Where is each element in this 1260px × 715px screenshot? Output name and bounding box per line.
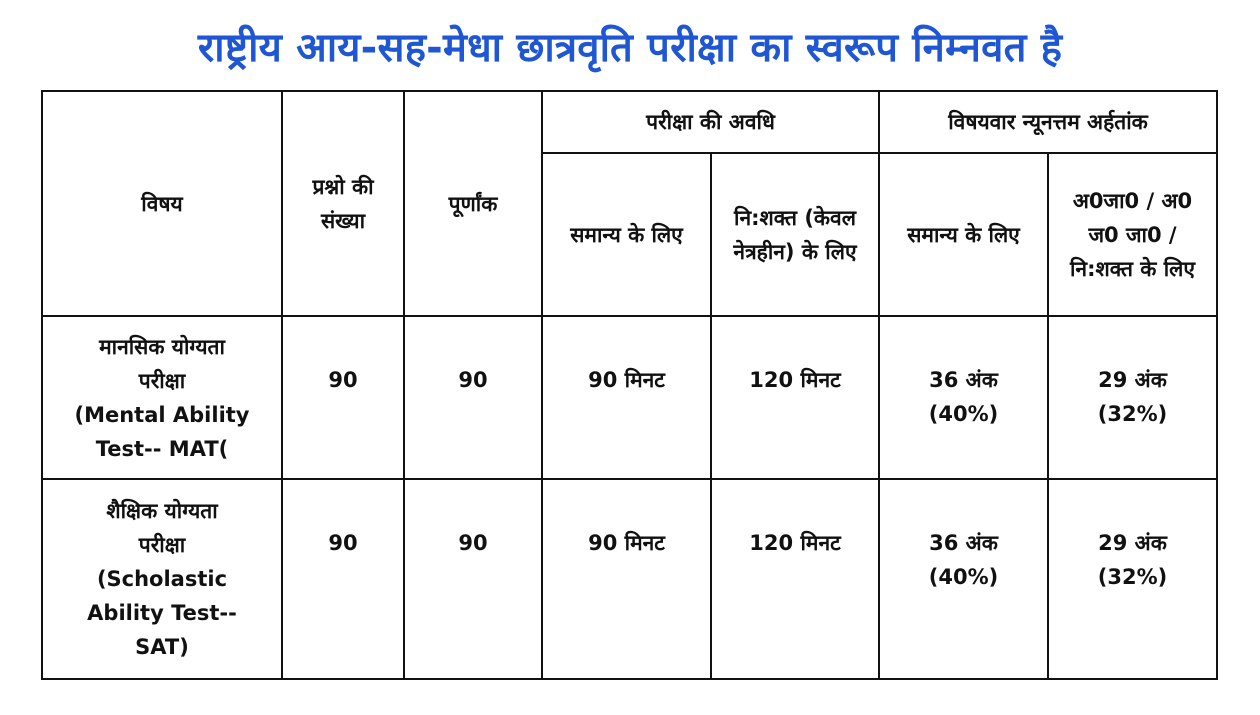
max-marks-cell: 90 [404,316,542,479]
subject-line: (Mental Ability [74,402,250,427]
num-questions-cell: 90 [282,479,404,679]
header-subject: विषय [42,91,282,316]
table-row [42,316,1217,479]
min-reserved-percent: (32%) [1097,402,1168,426]
num-questions-cell: 90 [282,316,404,479]
min-reserved-cell [1048,479,1217,679]
header-min-general: समान्य के लिए [879,153,1048,316]
min-reserved-marks: 29 अंक [1098,368,1167,392]
min-general-cell [879,316,1048,479]
duration-general-cell: 90 मिनट [542,479,711,679]
header-duration-disabled: नि:शक्त (केवल नेत्रहीन) के लिए [711,153,879,316]
header-min-marks-group: विषयवार न्यूनत्तम अर्हतांक [879,91,1217,153]
subject-line: (Scholastic [96,567,228,591]
min-general-percent: (40%) [928,402,999,426]
subject-line: Test-- MAT( [95,436,229,461]
page-title: राष्ट्रीय आय-सह-मेधा छात्रवृति परीक्षा का स्वरूप निम्नवत है [197,25,1063,71]
min-reserved-marks: 29 अंक [1098,531,1167,555]
table-row [42,479,1217,679]
max-marks-cell: 90 [404,479,542,679]
subject-line: SAT) [135,635,189,659]
duration-disabled-cell: 120 मिनट [711,479,879,679]
min-general-percent: (40%) [928,565,999,589]
subject-line: मानसिक योग्यता [99,334,225,359]
min-general-marks: 36 अंक [929,531,998,555]
subject-line: Ability Test-- [87,601,237,625]
header-max-marks: पूर्णांक [404,91,542,316]
header-min-reserved: अ0जा0 / अ0 ज0 जा0 / नि:शक्त के लिए [1048,153,1217,316]
header-num-questions: प्रश्नो की संख्या [282,91,404,316]
subject-cell [42,479,282,679]
exam-pattern-table [41,90,1218,680]
subject-line: परीक्षा [138,533,186,557]
min-general-cell [879,479,1048,679]
min-general-marks: 36 अंक [929,368,998,392]
min-reserved-percent: (32%) [1097,565,1168,589]
subject-line: परीक्षा [138,368,186,393]
header-duration-group: परीक्षा की अवधि [542,91,879,153]
duration-general-cell: 90 मिनट [542,316,711,479]
duration-disabled-cell: 120 मिनट [711,316,879,479]
header-row-top [42,91,1217,153]
subject-cell [42,316,282,479]
subject-line: शैक्षिक योग्यता [106,499,218,523]
min-reserved-cell [1048,316,1217,479]
header-duration-general: समान्य के लिए [542,153,711,316]
